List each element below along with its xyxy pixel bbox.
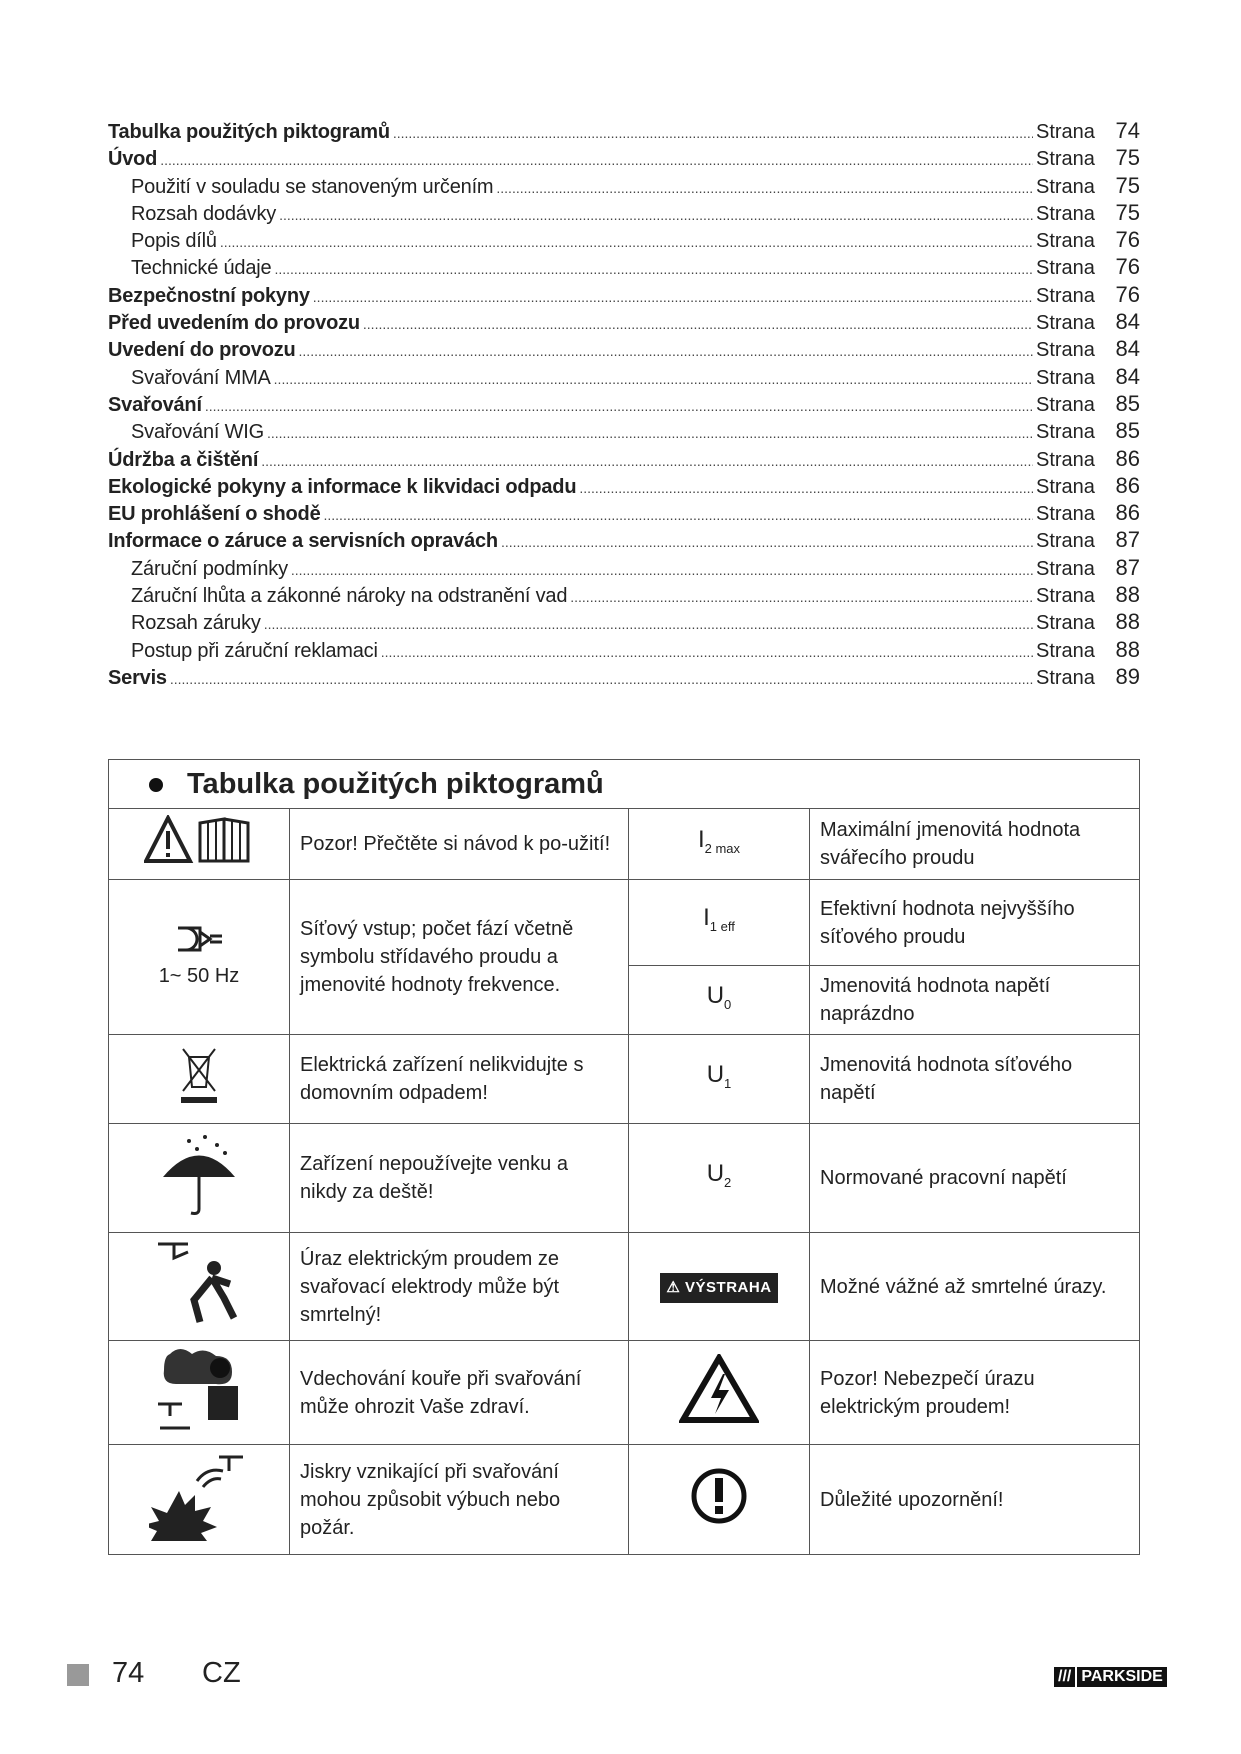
toc-page-label: Strana [1036, 475, 1095, 498]
toc-entry[interactable] [108, 664, 1140, 691]
toc-leader [274, 261, 1033, 277]
toc-leader [324, 507, 1034, 523]
toc-leader [170, 671, 1033, 687]
toc-entry[interactable] [108, 282, 1140, 309]
toc-page-label: Strana [1036, 530, 1095, 553]
toc-title: Údržba a čištění [108, 448, 259, 471]
pictogram-description: Úraz elektrickým proudem ze svařovací elektrody může být smrtelný! [290, 1233, 629, 1341]
toc-entry[interactable] [108, 446, 1140, 473]
toc-page-number: 85 [1115, 418, 1140, 444]
toc-entry[interactable] [108, 336, 1140, 363]
toc-leader [363, 316, 1033, 332]
toc-page-label: Strana [1036, 585, 1095, 608]
toc-leader [205, 398, 1033, 414]
toc-page-label: Strana [1036, 503, 1095, 526]
toc-page-number: 86 [1115, 500, 1140, 526]
toc-page-label: Strana [1036, 448, 1095, 471]
toc-page-number: 84 [1115, 336, 1140, 362]
toc-page-label: Strana [1036, 175, 1095, 198]
toc-page-number: 75 [1115, 199, 1140, 225]
plug-caption: 1~ 50 Hz [158, 965, 240, 987]
toc-page-label: Strana [1036, 284, 1095, 307]
toc-title: EU prohlášení o shodě [108, 503, 321, 526]
toc-page-label: Strana [1036, 639, 1095, 662]
toc-title: Servis [108, 666, 167, 689]
toc-leader [579, 480, 1033, 496]
toc-page-number: 76 [1115, 281, 1140, 307]
toc-page-label: Strana [1036, 557, 1095, 580]
toc-page-number: 84 [1115, 309, 1140, 335]
toc-entry[interactable] [108, 364, 1140, 391]
toc-page-label: Strana [1036, 312, 1095, 335]
symbol-description: Jmenovitá hodnota síťového napětí [810, 1035, 1140, 1124]
toc-title: Rozsah dodávky [131, 202, 277, 225]
symbol-u2: $U_2$ [629, 1124, 810, 1233]
warning-manual-icon [109, 809, 290, 880]
toc-title: Záruční lhůta a zákonné nároky na odstranění vad [131, 585, 568, 608]
toc-leader [393, 125, 1033, 141]
toc-page-number: 89 [1115, 663, 1140, 689]
toc-entry[interactable] [108, 637, 1140, 664]
toc-title: Svařování MMA [131, 366, 271, 389]
symbol-u0: $U_0$ [629, 966, 810, 1035]
toc-title: Informace o záruce a servisních opravách [108, 530, 498, 553]
fumes-icon [109, 1341, 290, 1445]
toc-title: Bezpečnostní pokyny [108, 284, 310, 307]
symbol-description: Efektivní hodnota nejvyššího síťového proudu [810, 880, 1140, 966]
toc-page-number: 76 [1115, 227, 1140, 253]
toc-entry[interactable] [108, 118, 1140, 145]
toc-page-label: Strana [1036, 366, 1095, 389]
toc-title: Tabulka použitých piktogramů [108, 121, 390, 143]
page-number: 74 [112, 1657, 145, 1689]
toc-page-number: 86 [1115, 445, 1140, 471]
toc-page-label: Strana [1036, 421, 1095, 444]
pictogram-table [108, 759, 1140, 1555]
toc-title: Postup při záruční reklamaci [131, 639, 378, 662]
plug-icon [109, 880, 290, 1035]
toc-entry[interactable] [108, 254, 1140, 281]
bullet-icon [149, 778, 163, 792]
umbrella-rain-icon [109, 1124, 290, 1233]
toc-entry[interactable] [108, 418, 1140, 445]
toc-entry[interactable] [108, 309, 1140, 336]
toc-title: Svařování WIG [131, 421, 264, 444]
language-code: CZ [202, 1657, 241, 1689]
toc-page-label: Strana [1036, 666, 1095, 689]
symbol-description: Důležité upozornění! [810, 1445, 1140, 1555]
warning-badge-cell [629, 1233, 810, 1341]
toc-page-number: 75 [1115, 145, 1140, 171]
symbol-description: Možné vážné až smrtelné úrazy. [810, 1233, 1140, 1341]
pictogram-description: Elektrická zařízení nelikvidujte s domovním odpadem! [290, 1035, 629, 1124]
toc-leader [501, 534, 1033, 550]
toc-leader [496, 180, 1033, 196]
footer-marker [67, 1664, 89, 1686]
toc-entry[interactable] [108, 582, 1140, 609]
toc-entry[interactable] [108, 500, 1140, 527]
toc-page-number: 85 [1115, 390, 1140, 416]
toc-page-label: Strana [1036, 230, 1095, 253]
toc-page-label: Strana [1036, 148, 1095, 171]
toc-page-number: 88 [1115, 636, 1140, 662]
high-voltage-icon [629, 1341, 810, 1445]
toc-page-number: 76 [1115, 254, 1140, 280]
toc-leader [267, 425, 1033, 441]
pictogram-description: Jiskry vznikající při svařování mohou způsobit výbuch nebo požár. [290, 1445, 629, 1555]
warning-badge: ⚠ VÝSTRAHA [660, 1273, 777, 1303]
parkside-logo: /// PARKSIDE [1054, 1667, 1167, 1687]
toc-entry[interactable] [108, 473, 1140, 500]
toc-page-number: 88 [1115, 609, 1140, 635]
crossed-bin-icon [109, 1035, 290, 1124]
toc-page-label: Strana [1036, 393, 1095, 416]
exclamation-circle-icon [629, 1445, 810, 1555]
toc-entry[interactable] [108, 200, 1140, 227]
symbol-description: Normované pracovní napětí [810, 1124, 1140, 1233]
pictogram-description: Zařízení nepoužívejte venku a nikdy za deště! [290, 1124, 629, 1233]
toc-leader [274, 371, 1033, 387]
toc-leader [313, 289, 1033, 305]
toc-title: Ekologické pokyny a informace k likvidaci odpadu [108, 475, 577, 498]
toc-leader [160, 152, 1033, 168]
toc-leader [570, 589, 1033, 605]
toc-leader [279, 207, 1033, 223]
symbol-u1: $U_1$ [629, 1035, 810, 1124]
toc-leader [261, 453, 1033, 469]
toc-page-number: 86 [1115, 472, 1140, 498]
toc-page-label: Strana [1036, 202, 1095, 225]
toc-page-label: Strana [1036, 121, 1095, 143]
table-title: Tabulka použitých piktogramů [187, 768, 604, 800]
toc-page-number: 84 [1115, 363, 1140, 389]
toc-title: Před uvedením do provozu [108, 312, 360, 335]
toc-page-number: 87 [1115, 554, 1140, 580]
toc-title: Rozsah záruky [131, 612, 261, 635]
table-title-cell [109, 760, 1140, 809]
pictogram-description: Vdechování kouře při svařování může ohrozit Vaše zdraví. [290, 1341, 629, 1445]
symbol-i1eff: $I_{1 eff}$ [629, 880, 810, 966]
toc-leader [264, 616, 1033, 632]
toc-page-number: 88 [1115, 582, 1140, 608]
toc-leader [299, 343, 1033, 359]
symbol-description: Pozor! Nebezpečí úrazu elektrickým proudem! [810, 1341, 1140, 1445]
toc-leader [291, 562, 1033, 578]
toc-page-label: Strana [1036, 339, 1095, 362]
electrode-shock-icon [109, 1233, 290, 1341]
toc-title: Popis dílů [131, 230, 217, 253]
toc-entry[interactable] [108, 173, 1140, 200]
toc-title: Záruční podmínky [131, 557, 288, 580]
toc-title: Úvod [108, 148, 158, 171]
toc-page-number: 74 [1115, 118, 1140, 143]
toc-title: Technické údaje [131, 257, 272, 280]
symbol-i2max: $I_{2 max}$ [629, 809, 810, 880]
toc-title: Uvedení do provozu [108, 339, 296, 362]
toc-entry[interactable] [108, 527, 1140, 554]
toc-page-label: Strana [1036, 257, 1095, 280]
pictogram-description: Síťový vstup; počet fází včetně symbolu střídavého proudu a jmenovité hodnoty frekvence. [290, 880, 629, 1035]
toc-leader [220, 234, 1033, 250]
toc-page-number: 75 [1115, 172, 1140, 198]
toc-title: Použití v souladu se stanoveným určením [131, 175, 494, 198]
sparks-explosion-icon [109, 1445, 290, 1555]
toc-entry[interactable] [108, 145, 1140, 172]
symbol-description: Jmenovitá hodnota napětí naprázdno [810, 966, 1140, 1035]
toc-entry[interactable] [108, 555, 1140, 582]
toc-entry[interactable] [108, 609, 1140, 636]
table-of-contents [108, 118, 1140, 691]
toc-page-label: Strana [1036, 612, 1095, 635]
pictogram-description: Pozor! Přečtěte si návod k po-užití! [290, 809, 629, 880]
toc-leader [381, 644, 1033, 660]
symbol-description: Maximální jmenovitá hodnota svářecího proudu [810, 809, 1140, 880]
toc-entry[interactable] [108, 391, 1140, 418]
toc-title: Svařování [108, 393, 202, 416]
toc-entry[interactable] [108, 227, 1140, 254]
toc-page-number: 87 [1115, 527, 1140, 553]
